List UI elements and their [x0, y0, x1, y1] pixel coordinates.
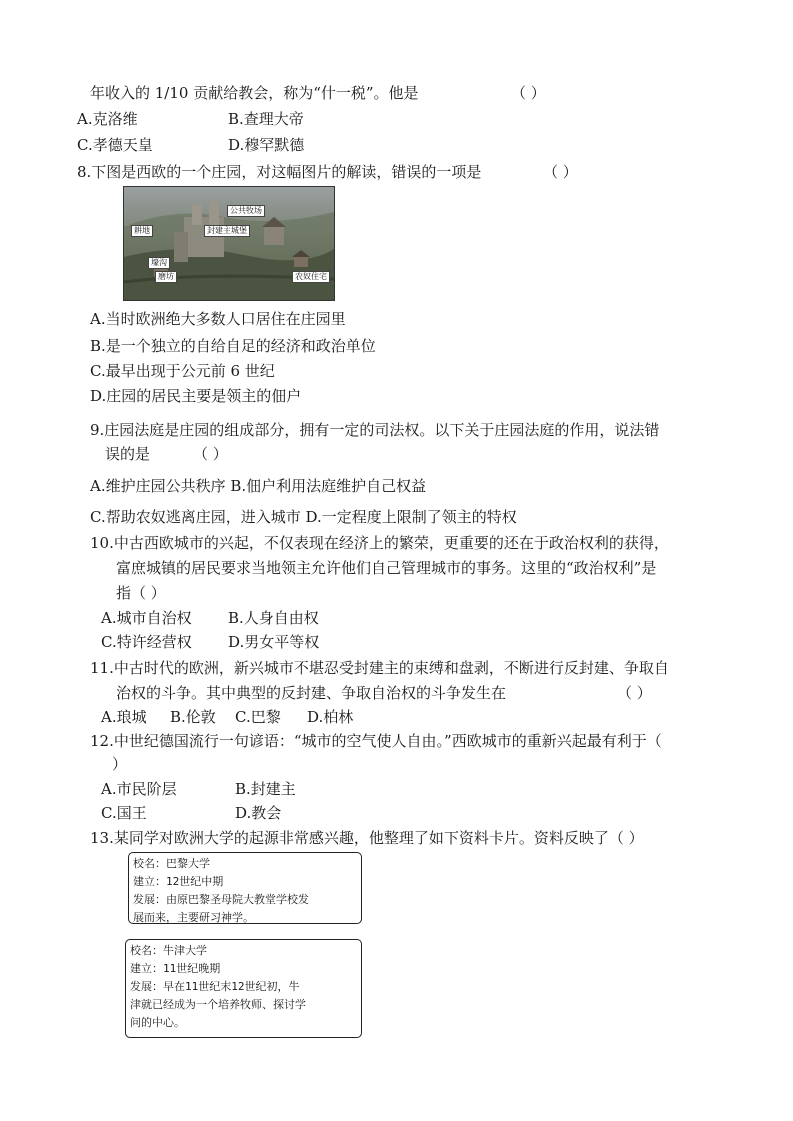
q8-option-c: C.最早出现于公元前 6 世纪: [90, 362, 275, 380]
q11-answer-paren: （ ）: [617, 684, 652, 702]
q7-option-c: C.孝德天皇: [77, 136, 153, 154]
q7-stem-line: 年收入的 1/10 贡献给教会，称为“什一税”。他是: [90, 84, 419, 102]
q10-stem-line2: 富庶城镇的居民要求当地领主允许他们自己管理城市的事务。这里的“政治权利”是: [116, 559, 657, 577]
q9-answer-paren: （ ）: [193, 445, 228, 463]
card-oxford-founded: 建立：11世纪晚期: [130, 962, 221, 975]
q8-stem: 8.下图是西欧的一个庄园，对这幅图片的解读，错误的一项是: [77, 163, 482, 181]
figure-label-farmland: 耕地: [131, 225, 153, 237]
q9-stem-line1: 9.庄园法庭是庄园的组成部分，拥有一定的司法权。以下关于庄园法庭的作用，说法错: [90, 421, 660, 439]
q7-option-a: A.克洛维: [77, 110, 138, 128]
q8-answer-paren: （ ）: [543, 163, 578, 181]
q10-option-c: C.特许经营权: [101, 633, 192, 651]
q10-stem-line1: 10.中古西欧城市的兴起，不仅表现在经济上的繁荣，更重要的还在于政治权利的获得，: [90, 534, 669, 552]
q11-option-a: A.琅城: [101, 708, 147, 726]
q10-option-a: A.城市自治权: [101, 609, 192, 627]
q12-stem-line1: 12.中世纪德国流行一句谚语：“城市的空气使人自由。”西欧城市的重新兴起最有利于（: [90, 732, 662, 750]
q8-option-a: A.当时欧洲绝大多数人口居住在庄园里: [90, 310, 346, 328]
q12-option-c: C.国王: [101, 804, 147, 822]
q12-option-d: D.教会: [235, 804, 282, 822]
figure-label-castle: 封建主城堡: [204, 225, 250, 237]
q9-options-cd: C.帮助农奴逃离庄园，进入城市 D.一定程度上限制了领主的特权: [90, 508, 517, 526]
q10-stem-line3: 指（ ）: [116, 584, 166, 602]
figure-label-moat: 壕沟: [148, 257, 170, 269]
q11-option-b: B.伦敦: [170, 708, 216, 726]
card-oxford-development-line2: 津就已经成为一个培养牧师、探讨学: [130, 998, 306, 1011]
card-paris-founded: 建立：12世纪中期: [133, 875, 224, 888]
card-paris-name: 校名：巴黎大学: [133, 857, 210, 870]
card-oxford-development-line3: 问的中心。: [130, 1016, 185, 1029]
q12-option-a: A.市民阶层: [101, 780, 177, 798]
q8-option-d: D.庄园的居民主要是领主的佃户: [90, 387, 302, 405]
q12-stem-line2: ）: [112, 755, 128, 773]
q11-option-c: C.巴黎: [235, 708, 281, 726]
manor-illustration: [123, 186, 335, 301]
card-paris-development-line2: 展而来，主要研习神学。: [133, 911, 254, 924]
q12-option-b: B.封建主: [235, 780, 296, 798]
q8-option-b: B.是一个独立的自给自足的经济和政治单位: [90, 337, 376, 355]
q10-option-d: D.男女平等权: [228, 633, 320, 651]
q13-stem: 13.某同学对欧洲大学的起源非常感兴趣，他整理了如下资料卡片。资料反映了（ ）: [90, 829, 644, 847]
figure-label-mill: 磨坊: [155, 271, 177, 283]
card-oxford-name: 校名：牛津大学: [130, 944, 207, 957]
figure-label-serf-housing: 农奴住宅: [292, 271, 330, 283]
q9-options-ab: A.维护庄园公共秩序 B.佃户利用法庭维护自己权益: [90, 477, 427, 495]
q11-stem-line1: 11.中古时代的欧洲，新兴城市不堪忍受封建主的束缚和盘剥，不断进行反封建、争取自: [90, 659, 669, 677]
card-oxford-development-line1: 发展：早在11世纪末12世纪初，牛: [130, 980, 300, 993]
resource-card-paris: [128, 852, 362, 924]
q10-option-b: B.人身自由权: [228, 609, 319, 627]
q7-option-d: D.穆罕默德: [228, 136, 305, 154]
resource-card-oxford: [125, 939, 362, 1038]
card-paris-development-line1: 发展：由原巴黎圣母院大教堂学校发: [133, 893, 309, 906]
q11-option-d: D.柏林: [307, 708, 354, 726]
q7-answer-paren: （ ）: [511, 84, 546, 102]
q9-stem-line2: 误的是: [105, 445, 151, 463]
q7-option-b: B.查理大帝: [228, 110, 304, 128]
q11-stem-line2: 治权的斗争。其中典型的反封建、争取自治权的斗争发生在: [116, 684, 507, 702]
manor-scene-drawing: [124, 187, 334, 300]
figure-label-pasture: 公共牧场: [227, 205, 265, 217]
